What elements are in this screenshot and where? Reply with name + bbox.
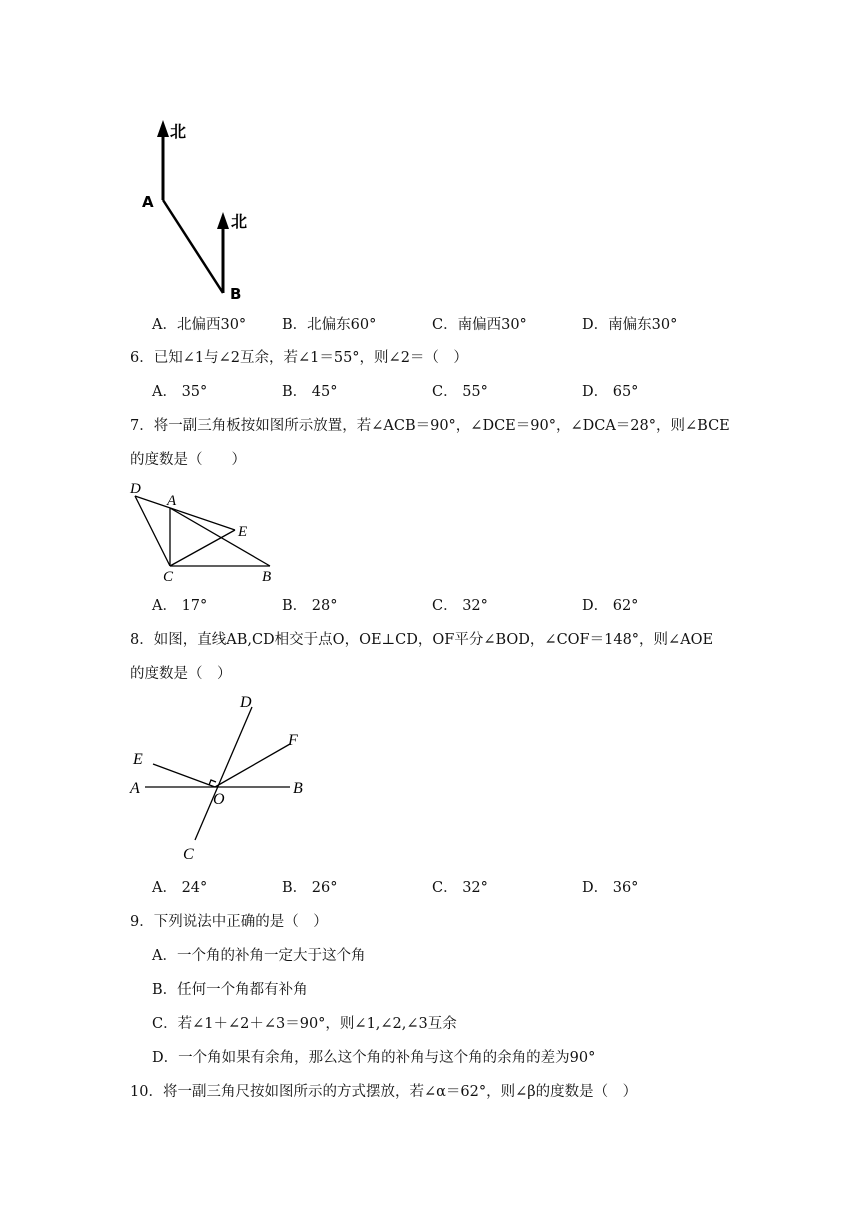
q7-label-e: E bbox=[238, 524, 248, 540]
q8-option-d[interactable]: D． 36° bbox=[582, 880, 639, 896]
q9-option-c[interactable]: C．若∠1＋∠2＋∠3＝90°，则∠1,∠2,∠3互余 bbox=[152, 1016, 457, 1032]
q7-option-d[interactable]: D． 62° bbox=[582, 598, 639, 614]
q5-direction-figure bbox=[130, 115, 260, 305]
q7-option-a[interactable]: A． 17° bbox=[152, 598, 208, 614]
q8-option-b[interactable]: B． 26° bbox=[282, 880, 338, 896]
q7-triangle-figure bbox=[125, 478, 285, 588]
q8-label-c: C bbox=[183, 846, 194, 863]
q7-label-c: C bbox=[163, 569, 174, 585]
q8-stem-line2: 的度数是（ ） bbox=[130, 666, 232, 682]
q8-option-c[interactable]: C． 32° bbox=[432, 880, 488, 896]
q7-label-d: D bbox=[130, 481, 141, 497]
q10-stem: 10．将一副三角尺按如图所示的方式摆放，若∠α＝62°，则∠β的度数是（ ） bbox=[130, 1084, 638, 1100]
q8-option-a[interactable]: A． 24° bbox=[152, 880, 208, 896]
q6-option-d[interactable]: D． 65° bbox=[582, 384, 639, 400]
q5-option-d[interactable]: D．南偏东30° bbox=[582, 317, 678, 333]
q6-option-b[interactable]: B． 45° bbox=[282, 384, 338, 400]
q8-label-b: B bbox=[293, 780, 303, 797]
q5-north-label-a: 北 bbox=[170, 122, 187, 141]
q8-label-a: A bbox=[130, 780, 140, 797]
q7-stem-line1: 7．将一副三角板按如图所示放置，若∠ACB＝90°，∠DCE＝90°，∠DCA＝28°，则∠BCE bbox=[130, 418, 730, 434]
q5-north-label-b: 北 bbox=[231, 212, 248, 231]
q7-option-c[interactable]: C． 32° bbox=[432, 598, 488, 614]
q7-label-b: B bbox=[262, 569, 272, 585]
q5-point-b: B bbox=[230, 285, 242, 303]
q9-option-d[interactable]: D．一个角如果有余角，那么这个角的补角与这个角的余角的差为90° bbox=[152, 1050, 596, 1066]
q8-label-e: E bbox=[133, 751, 143, 768]
q9-option-a[interactable]: A．一个角的补角一定大于这个角 bbox=[152, 948, 366, 964]
q8-stem-line1: 8．如图，直线AB,CD相交于点O，OE⊥CD，OF平分∠BOD，∠COF＝148°，则∠AOE bbox=[130, 632, 714, 648]
q8-label-f: F bbox=[288, 732, 298, 749]
q8-label-d: D bbox=[240, 694, 252, 711]
q5-option-a[interactable]: A．北偏西30° bbox=[152, 317, 247, 333]
q9-option-b[interactable]: B．任何一个角都有补角 bbox=[152, 982, 308, 998]
q8-label-o: O bbox=[213, 791, 225, 808]
q5-option-c[interactable]: C．南偏西30° bbox=[432, 317, 527, 333]
q7-option-b[interactable]: B． 28° bbox=[282, 598, 338, 614]
q7-label-a: A bbox=[167, 493, 177, 509]
q6-option-c[interactable]: C． 55° bbox=[432, 384, 488, 400]
q7-stem-line2: 的度数是（ ） bbox=[130, 452, 246, 468]
q5-option-b[interactable]: B．北偏东60° bbox=[282, 317, 377, 333]
q6-stem: 6．已知∠1与∠2互余，若∠1＝55°，则∠2＝（ ） bbox=[130, 350, 468, 366]
q8-lines-figure bbox=[125, 692, 325, 864]
q5-point-a: A bbox=[142, 193, 154, 211]
q6-option-a[interactable]: A． 35° bbox=[152, 384, 208, 400]
q9-stem: 9．下列说法中正确的是（ ） bbox=[130, 914, 328, 930]
